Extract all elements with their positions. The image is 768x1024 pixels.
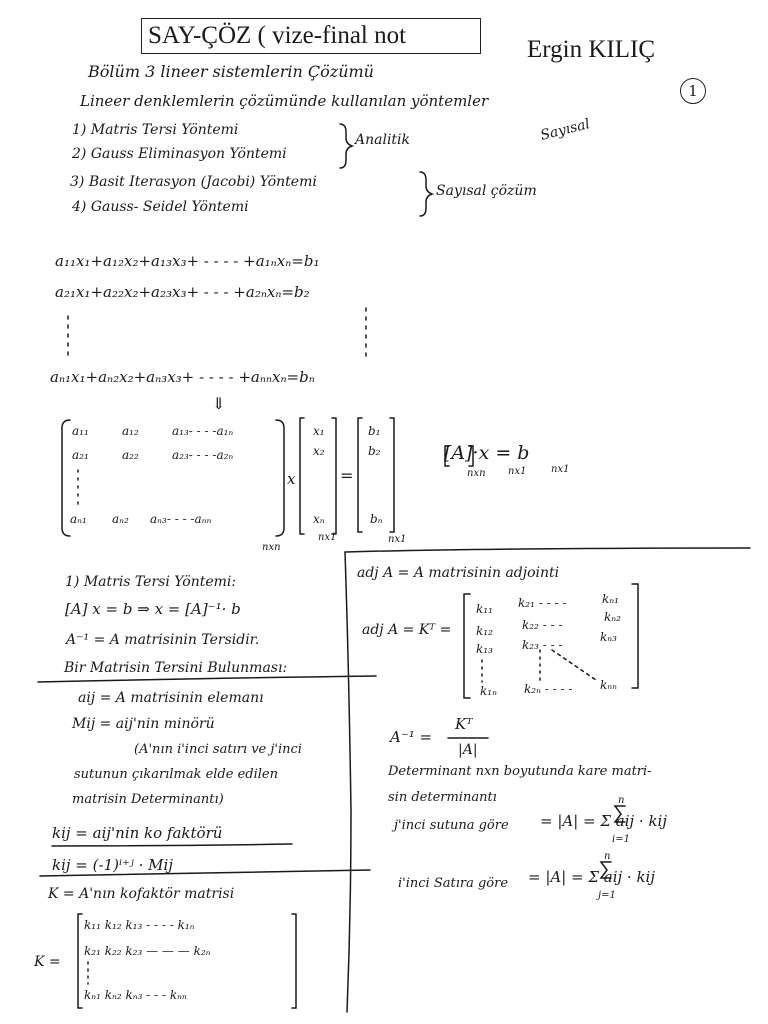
matrix-a-cell: a₁₃- - - -a₁ₙ xyxy=(172,424,234,438)
vector-b-dim: nx1 xyxy=(388,534,407,545)
adjoint-cell: kₙ₂ xyxy=(604,610,621,624)
kij-formula: kij = (-1)ⁱ⁺ʲ · Mij xyxy=(52,856,173,874)
vector-b-bracket xyxy=(390,418,394,532)
kij-underline xyxy=(52,844,292,846)
determinant-line-2: sin determinantı xyxy=(388,790,497,805)
equation-row-1: a₁₁x₁+a₁₂x₂+a₁₃x₃+ - - - - +a₁ₙxₙ=b₁ xyxy=(55,252,320,270)
k-matrix-bracket xyxy=(292,914,296,1008)
method-item-2: 2) Gauss Eliminasyon Yöntemi xyxy=(72,146,287,162)
vector-x-bracket xyxy=(300,418,304,534)
matrix-a-cell: aₙ₁ xyxy=(70,512,87,526)
sum-sign xyxy=(615,806,625,822)
mij-note-3: matrisin Determinantı) xyxy=(72,792,224,807)
adjoint-label: adj A = Kᵀ = xyxy=(362,622,452,638)
adjoint-cell: k₁₃ xyxy=(476,642,493,656)
analitik-label: Analitik xyxy=(355,132,411,148)
column-expansion-label: j'inci sutuna göre xyxy=(394,818,509,833)
analitik-brace xyxy=(340,124,352,168)
matrix-a-bracket xyxy=(276,420,284,536)
vector-b-bracket xyxy=(358,418,362,532)
adjoint-bracket xyxy=(632,584,638,688)
inverse-definition: A⁻¹ = A matrisinin Tersidir. xyxy=(66,632,260,648)
adjoint-bracket xyxy=(464,594,470,698)
compact-dim-b: nx1 xyxy=(551,464,570,475)
sayisal-cozum-label: Sayısal çözüm xyxy=(436,183,537,199)
inverse-numerator: Kᵀ xyxy=(455,715,473,733)
sum-sign xyxy=(601,862,611,878)
equation-row-2: a₂₁x₁+a₂₂x₂+a₂₃x₃+ - - - +a₂ₙxₙ=b₂ xyxy=(55,283,310,301)
vector-b-entry: b₁ xyxy=(368,424,381,438)
k-matrix-label: K = xyxy=(34,954,61,970)
sayisal-brace xyxy=(420,172,432,216)
matrix-a-bracket xyxy=(62,420,70,536)
method-item-1: 1) Matris Tersi Yöntemi xyxy=(72,122,239,138)
vector-x-bracket xyxy=(332,418,336,534)
aij-definition: aij = A matrisinin elemanı xyxy=(78,690,264,706)
equals-sign: = xyxy=(340,466,354,485)
mij-note-2: sutunun çıkarılmak elde edilen xyxy=(74,767,278,782)
section-separator xyxy=(345,548,750,552)
multiply-sign: x xyxy=(287,470,296,488)
mij-definition: Mij = aij'nin minörü xyxy=(72,716,215,732)
row-expansion-label: i'inci Satıra göre xyxy=(398,876,509,891)
matrix-a-cell: aₙ₂ xyxy=(112,512,129,526)
column-sum-bottom: i=1 xyxy=(612,834,630,845)
sayisal-note: Sayısal xyxy=(538,116,592,144)
k-matrix-row-2: k₂₁ k₂₂ k₂₃ — — — k₂ₙ xyxy=(84,944,211,958)
column-divider xyxy=(345,552,351,1012)
k-definition: K = A'nın kofaktör matrisi xyxy=(48,886,235,902)
matrix-a-cell: aₙ₃- - - -aₙₙ xyxy=(150,512,212,526)
compact-form: [A]·x = b xyxy=(444,442,530,464)
page-number: 1 xyxy=(680,78,706,104)
matrix-a-dim: nxn xyxy=(262,542,281,553)
k-matrix-row-n: kₙ₁ kₙ₂ kₙ₃ - - - kₙₙ xyxy=(84,988,187,1002)
adjoint-cell: k₁₂ xyxy=(476,624,493,638)
row-expansion-formula: = |A| = Σ aij · kij xyxy=(528,868,655,886)
vector-b-entry: bₙ xyxy=(370,512,383,526)
equation-row-n: aₙ₁x₁+aₙ₂x₂+aₙ₃x₃+ - - - - +aₙₙxₙ=bₙ xyxy=(50,368,315,386)
matrix-a-cell: a₁₂ xyxy=(122,424,139,438)
column-sum-top: n xyxy=(618,795,625,806)
adjoint-heading: adj A = A matrisinin adjointi xyxy=(357,565,560,581)
row-sum-bottom: j=1 xyxy=(598,890,616,901)
vector-x-entry: x₁ xyxy=(313,424,325,438)
author-name: Ergin KILIÇ xyxy=(527,36,655,63)
matrix-a-cell: a₂₁ xyxy=(72,448,89,462)
k-matrix-row-1: k₁₁ k₁₂ k₁₃ - - - - k₁ₙ xyxy=(84,918,195,932)
adjoint-cell: k₂₂ - - - xyxy=(522,618,563,632)
method-item-4: 4) Gauss- Seidel Yöntemi xyxy=(72,199,249,215)
adjoint-cell: k₁ₙ xyxy=(480,684,497,698)
adjoint-cell: kₙ₃ xyxy=(600,630,617,644)
adjoint-cell: k₂₃ - - - xyxy=(522,638,563,652)
row-sum-top: n xyxy=(604,851,611,862)
vector-b-entry: b₂ xyxy=(368,444,381,458)
inverse-method-heading: 1) Matris Tersi Yöntemi: xyxy=(65,574,237,590)
adjoint-cell: k₁₁ xyxy=(476,602,493,616)
kij-separator xyxy=(40,870,370,876)
matrix-a-cell: a₂₂ xyxy=(122,448,139,462)
matrix-a-cell: a₁₁ xyxy=(72,424,89,438)
matrix-a-cell: a₂₃- - - -a₂ₙ xyxy=(172,448,234,462)
inverse-denominator: |A| xyxy=(458,742,478,758)
inverse-finding-heading: Bir Matrisin Tersini Bulunması: xyxy=(64,660,288,676)
compact-dim-a: nxn xyxy=(467,468,486,479)
adjoint-cell: k₂ₙ - - - - xyxy=(524,682,573,696)
adjoint-cell: k₂₁ - - - - xyxy=(518,596,567,610)
determinant-line-1: Determinant nxn boyutunda kare matri- xyxy=(388,764,652,779)
kij-heading: kij = aij'nin ko faktörü xyxy=(52,824,223,842)
adjoint-cell: kₙ₁ xyxy=(602,592,619,606)
compact-a-bracket xyxy=(469,446,473,466)
chapter-heading: Bölüm 3 lineer sistemlerin Çözümü xyxy=(88,62,374,81)
inverse-lhs: A⁻¹ = xyxy=(390,728,433,746)
k-matrix-bracket xyxy=(78,914,82,1008)
compact-a-bracket xyxy=(445,446,449,466)
method-item-3: 3) Basit Iterasyon (Jacobi) Yöntemi xyxy=(70,174,317,190)
vector-x-entry: x₂ xyxy=(313,444,325,458)
left-separator xyxy=(38,676,376,682)
vector-x-dim: nx1 xyxy=(318,532,337,543)
vector-x-entry: xₙ xyxy=(313,512,325,526)
compact-dim-x: nx1 xyxy=(508,466,527,477)
adjoint-cell: kₙₙ xyxy=(600,678,617,692)
page-title: SAY-ÇÖZ ( vize-final not xyxy=(141,18,481,54)
adjoint-diagonal xyxy=(552,650,596,680)
column-expansion-formula: = |A| = Σ aij · kij xyxy=(540,812,667,830)
down-arrow-icon: ⇓ xyxy=(212,394,226,413)
inverse-formula: [A] x = b ⇒ x = [A]⁻¹· b xyxy=(65,600,241,618)
methods-heading: Lineer denklemlerin çözümünde kullanılan yöntemler xyxy=(80,92,489,110)
mij-note-1: (A'nın i'inci satırı ve j'inci xyxy=(134,742,302,757)
